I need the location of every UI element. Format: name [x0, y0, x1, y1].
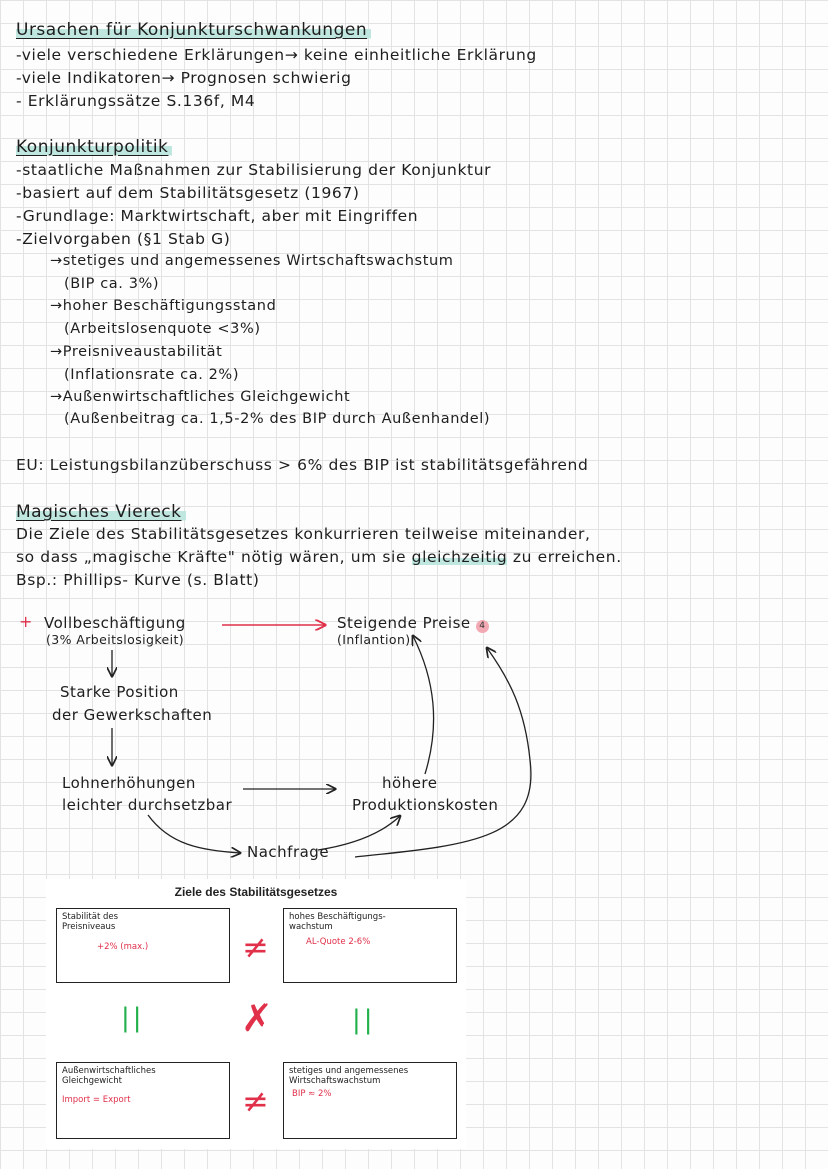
- arrow-costs-to-prices: [413, 636, 434, 774]
- goal-detail: (Außenbeitrag ca. 1,5-2% des BIP durch Außenhandel): [64, 411, 491, 427]
- box-value: Import = Export: [62, 1095, 131, 1105]
- compatible-left: ||: [121, 1003, 145, 1033]
- node-full-employment-sub: (3% Arbeitslosigkeit): [46, 632, 185, 647]
- not-equal-bottom: ≠: [242, 1082, 269, 1120]
- eu-note: EU: Leistungsbilanzüberschuss > 6% des BIP ist stabilitätsgefährend: [16, 456, 589, 474]
- node-costs-1: höhere: [382, 774, 438, 792]
- arrow-wages-to-demand: [148, 815, 240, 853]
- not-equal-top: ≠: [242, 928, 269, 966]
- stability-goals-panel: [46, 879, 466, 1149]
- box-economic-growth: [283, 1062, 457, 1139]
- text-line: so dass „magische Kräfte" nötig wären, um sie gleichzeitig zu erreichen.: [16, 548, 622, 566]
- text-line: -basiert auf dem Stabilitätsgesetz (1967): [16, 184, 360, 202]
- goal-title: →Außenwirtschaftliches Gleichgewicht: [50, 389, 351, 405]
- goal-detail: (Arbeitslosenquote <3%): [64, 321, 261, 337]
- box-label: Stabilität des Preisniveaus: [62, 912, 119, 932]
- text-line: -staatliche Maßnahmen zur Stabilisierung der Konjunktur: [16, 161, 492, 179]
- node-wages-1: Lohnerhöhungen: [62, 774, 196, 792]
- box-label: Außenwirtschaftliches Gleichgewicht: [62, 1066, 156, 1086]
- text-line: -Zielvorgaben (§1 Stab G): [16, 230, 231, 248]
- node-rising-prices-sub: (Inflantion): [337, 632, 411, 647]
- arrow-demand-to-prices: [355, 648, 531, 857]
- panel-title: Ziele des Stabilitätsgesetzes: [174, 885, 338, 899]
- text-line: -Grundlage: Marktwirtschaft, aber mit Eingriffen: [16, 207, 419, 225]
- text-line: - Erklärungssätze S.136f, M4: [16, 92, 256, 110]
- heading-konjunkturschwankungen: Ursachen für Konjunkturschwankungen: [16, 20, 371, 40]
- goal-detail: (Inflationsrate ca. 2%): [64, 367, 240, 383]
- box-price-stability: [56, 908, 230, 983]
- goal-title: →Preisniveaustabilität: [50, 344, 223, 360]
- node-unions-2: der Gewerkschaften: [52, 706, 213, 724]
- arrow-demand-to-costs: [318, 816, 400, 850]
- heading-konjunkturpolitik: Konjunkturpolitik: [16, 137, 172, 157]
- box-value: AL-Quote 2-6%: [306, 937, 371, 947]
- box-external-balance: [56, 1062, 230, 1139]
- node-unions-1: Starke Position: [60, 683, 179, 701]
- goal-title: →stetiges und angemessenes Wirtschaftswachstum: [50, 253, 454, 269]
- text-line: Die Ziele des Stabilitätsgesetzes konkurrieren teilweise miteinander,: [16, 525, 591, 543]
- box-label: stetiges und angemessenes Wirtschaftswachstum: [289, 1066, 409, 1086]
- node-demand: Nachfrage: [247, 843, 330, 861]
- compatible-right: ||: [352, 1005, 376, 1035]
- heading-magisches-viereck: Magisches Viereck: [16, 502, 186, 522]
- node-full-employment: Vollbeschäftigung: [44, 614, 186, 632]
- goal-title: →hoher Beschäftigungsstand: [50, 298, 277, 314]
- conflict-cross-icon: ✗: [241, 996, 273, 1040]
- box-employment: [283, 908, 457, 983]
- box-value: +2% (max.): [97, 942, 149, 952]
- text-line: Bsp.: Phillips- Kurve (s. Blatt): [16, 571, 260, 589]
- node-wages-2: leichter durchsetzbar: [62, 796, 233, 814]
- goal-detail: (BIP ca. 3%): [64, 276, 160, 292]
- lightning-badge: 4: [476, 620, 489, 633]
- plus-sign: +: [19, 612, 33, 631]
- box-value: BIP ≈ 2%: [292, 1089, 332, 1099]
- node-rising-prices: Steigende Preise 4: [337, 614, 489, 633]
- box-label: hohes Beschäftigungs-wachstum: [289, 912, 386, 932]
- text-line: -viele verschiedene Erklärungen→ keine einheitliche Erklärung: [16, 46, 537, 64]
- text-line: -viele Indikatoren→ Prognosen schwierig: [16, 69, 352, 87]
- highlighted-word: gleichzeitig: [411, 548, 508, 566]
- node-costs-2: Produktionskosten: [352, 796, 499, 814]
